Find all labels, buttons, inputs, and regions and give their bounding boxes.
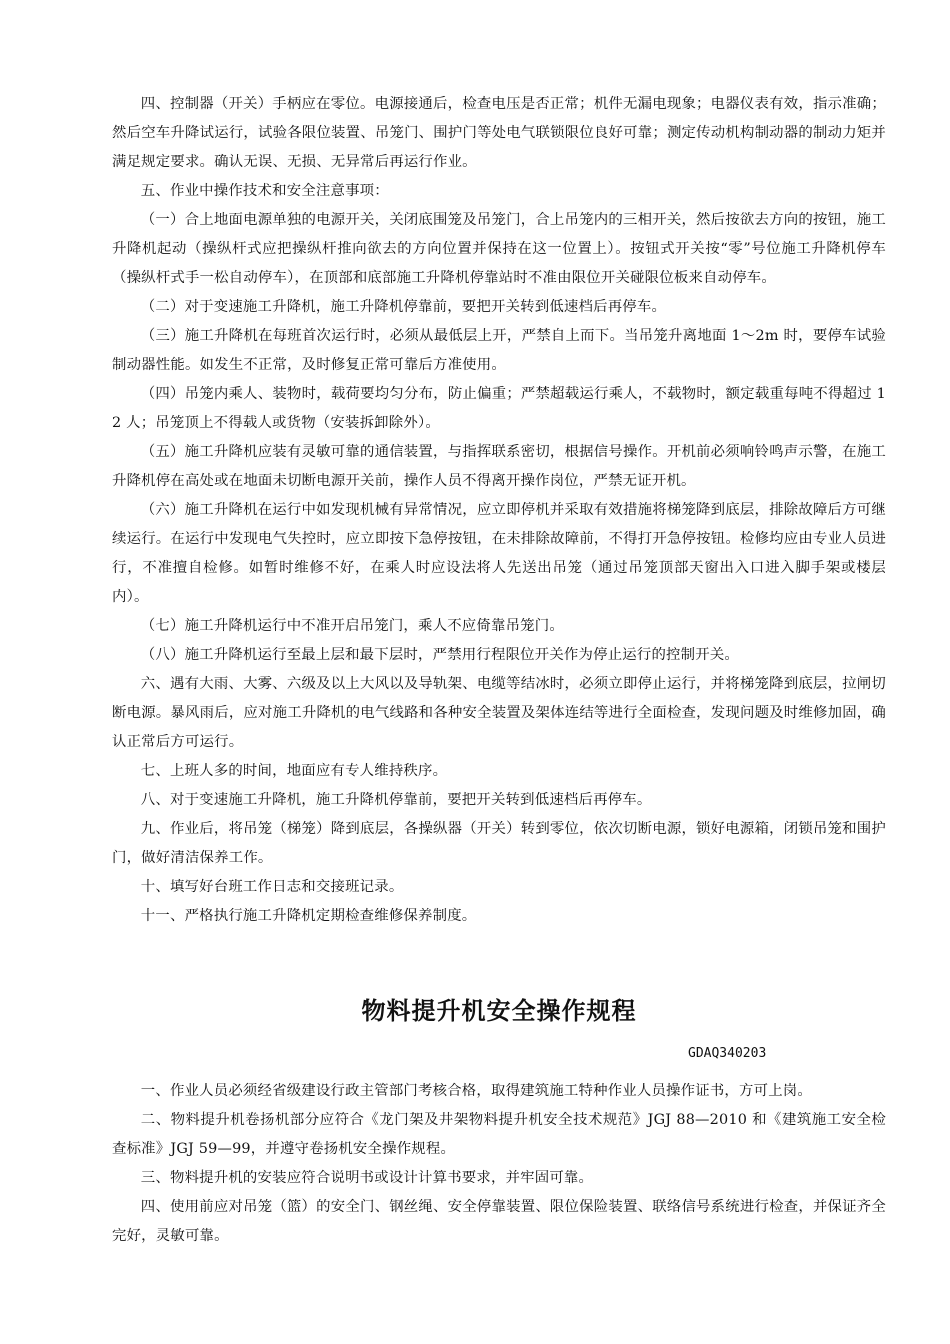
paragraph-subitem-8: （八）施工升降机运行至最上层和最下层时，严禁用行程限位开关作为停止运行的控制开关。 (140, 647, 740, 663)
paragraph-item-6: 六、遇有大雨、大雾、六级及以上大风以及导轨架、电缆等结冰时，必须立即停止运行，并将梯笼降到底层，拉闸切断电源。暴风雨后，应对施工升降机的电气线路和各种安全装置及架体连结等进行全面检查，发现问题及时维修加固，确认正常后方可运行。 (112, 676, 886, 750)
paragraph-item-10: 十、填写好台班工作日志和交接班记录。 (140, 879, 404, 895)
document-body (112, 90, 886, 1251)
paragraph-item-7: 七、上班人多的时间，地面应有专人维持秩序。 (140, 763, 448, 779)
paragraph-subitem-1: （一）合上地面电源单独的电源开关，关闭底围笼及吊笼门，合上吊笼内的三相开关，然后按欲去方向的按钮，施工升降机起动（操纵杆式应把操纵杆推向欲去的方向位置并保持在这一位置上）。按钮式开关按“零”号位施工升降机停车（操纵杆式手一松自动停车），在顶部和底部施工升降机停靠站时不准由限位开关碰限位板来自动停车。 (112, 212, 886, 286)
document-code: GDAQ340203 (688, 1046, 767, 1061)
paragraph-item-8: 八、对于变速施工升降机，施工升降机停靠前，要把开关转到低速档后再停车。 (140, 792, 652, 808)
paragraph-item-1: 一、作业人员必须经省级建设行政主管部门考核合格，取得建筑施工特种作业人员操作证书，方可上岗。 (140, 1083, 812, 1099)
paragraph-item-9: 九、作业后，将吊笼（梯笼）降到底层，各操纵器（开关）转到零位，依次切断电源，锁好电源箱，闭锁吊笼和围护门，做好清洁保养工作。 (112, 821, 886, 866)
paragraph-item-3: 三、物料提升机的安装应符合说明书或设计计算书要求，并牢固可靠。 (140, 1170, 594, 1186)
paragraph-subitem-2: （二）对于变速施工升降机，施工升降机停靠前，要把开关转到低速档后再停车。 (140, 299, 667, 315)
paragraph-item-5: 五、作业中操作技术和安全注意事项： (140, 183, 389, 199)
section-elevator-rules (112, 90, 886, 931)
paragraph-subitem-4: （四）吊笼内乘人、装物时，载荷要均匀分布，防止偏重；严禁超载运行乘人，不载物时，额定载重每吨不得超过 12 人；吊笼顶上不得载人或货物（安装拆卸除外）。 (112, 386, 886, 431)
paragraph-subitem-6: （六）施工升降机在运行中如发现机械有异常情况，应立即停机并采取有效措施将梯笼降到底层，排除故障后方可继续运行。在运行中发现电气失控时，应立即按下急停按钮，在未排除故障前，不得打开急停按钮。检修均应由专业人员进行，不准擅自检修。如暂时维修不好，在乘人时应设法将人先送出吊笼（通过吊笼顶部天窗出入口进入脚手架或楼层内）。 (112, 502, 886, 605)
paragraph-item-4: 四、控制器（开关）手柄应在零位。电源接通后，检查电压是否正常；机件无漏电现象；电器仪表有效，指示准确；然后空车升降试运行，试验各限位装置、吊笼门、围护门等处电气联锁限位良好可靠；测定传动机构制动器的制动力矩并满足规定要求。确认无误、无损、无异常后再运行作业。 (112, 96, 886, 170)
paragraph-subitem-7: （七）施工升降机运行中不准开启吊笼门，乘人不应倚靠吊笼门。 (140, 618, 564, 634)
section-title: 物料提升机安全操作规程 (361, 997, 637, 1025)
paragraph-subitem-3: （三）施工升降机在每班首次运行时，必须从最低层上开，严禁自上而下。当吊笼升离地面 1～2m 时，要停车试验制动器性能。如发生不正常，及时修复正常可靠后方准使用。 (112, 328, 886, 373)
paragraph-subitem-5: （五）施工升降机应装有灵敏可靠的通信装置，与指挥联系密切，根据信号操作。开机前必须响铃鸣声示警，在施工升降机停在高处或在地面未切断电源开关前，操作人员不得离开操作岗位，严禁无证开机。 (112, 444, 886, 489)
paragraph-item-2: 二、物料提升机卷扬机部分应符合《龙门架及井架物料提升机安全技术规范》JGJ 88—2010 和《建筑施工安全检查标准》JGJ 59—99，并遵守卷扬机安全操作规程。 (112, 1112, 886, 1157)
paragraph-item-11: 十一、严格执行施工升降机定期检查维修保养制度。 (140, 908, 477, 924)
paragraph-item-4b: 四、使用前应对吊笼（篮）的安全门、钢丝绳、安全停靠装置、限位保险装置、联络信号系统进行检查，并保证齐全完好，灵敏可靠。 (112, 1199, 886, 1244)
section-material-hoist-rules (112, 989, 886, 1251)
